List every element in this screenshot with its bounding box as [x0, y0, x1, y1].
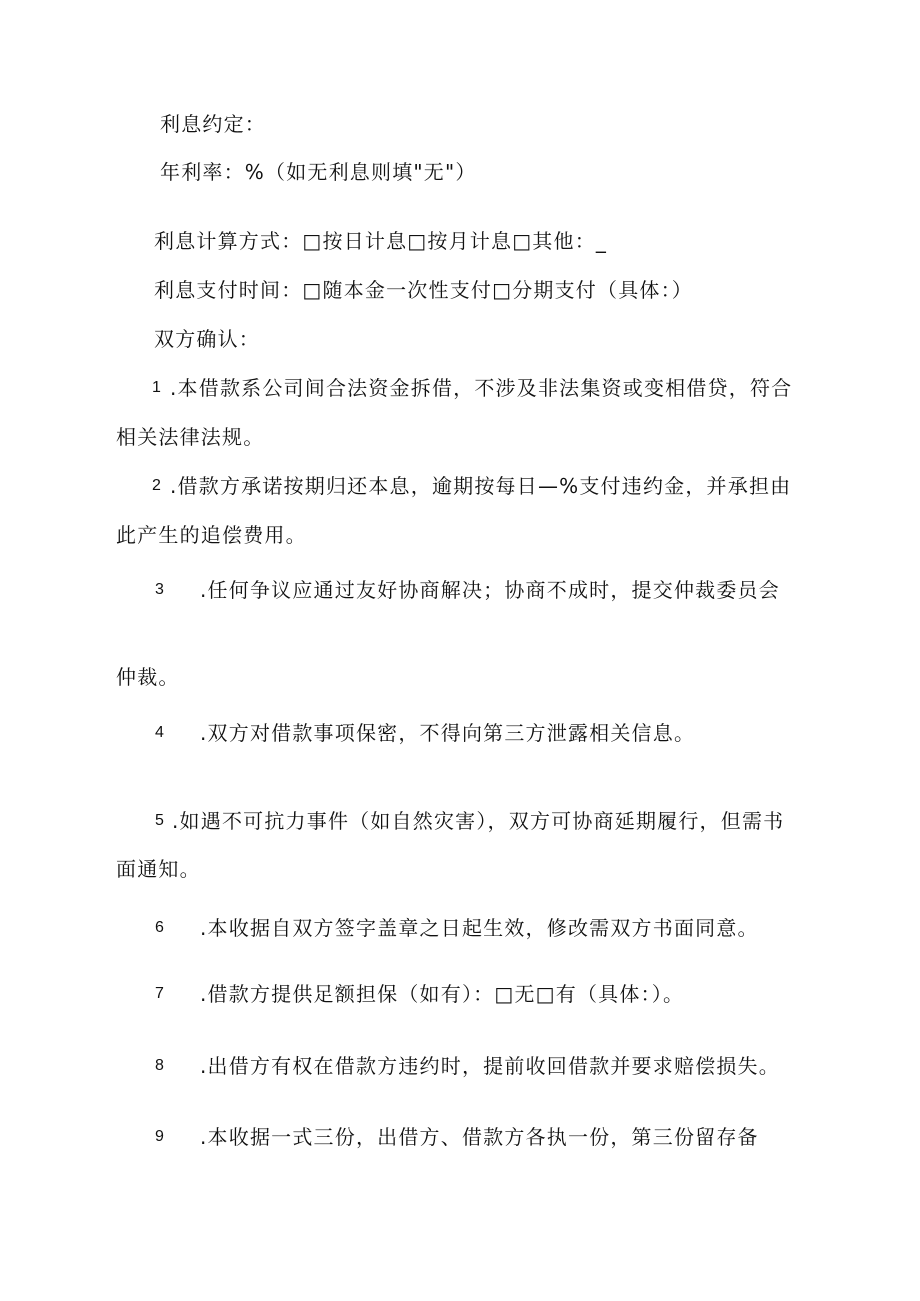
- item-text: .本借款系公司间合法资金拆借，不涉及非法集资或变相借贷，符合: [170, 376, 793, 400]
- item-number: 8: [155, 1057, 164, 1074]
- item-text-cont: 相关法律法规。: [116, 425, 265, 449]
- item-number: 9: [155, 1128, 164, 1145]
- item-text: .本收据自双方签字盖章之日起生效，修改需双方书面同意。: [200, 916, 759, 940]
- item-text: .双方对借款事项保密，不得向第三方泄露相关信息。: [200, 721, 696, 745]
- item-text-cont: 仲裁。: [116, 665, 180, 689]
- annual-rate-line: 年利率：%（如无利息则填"无"）: [160, 160, 477, 184]
- item-text: .如遇不可抗力事件（如自然灾害），双方可协商延期履行，但需书: [172, 809, 785, 833]
- item-number: 2: [152, 477, 161, 494]
- calc-method-line: 利息计算方式：□按日计息□按月计息□其他：_: [154, 229, 608, 253]
- item-number: 4: [155, 724, 164, 741]
- item-text: .出借方有权在借款方违约时，提前收回借款并要求赔偿损失。: [200, 1054, 780, 1078]
- item-text-cont: 面通知。: [116, 857, 201, 881]
- item-text: .借款方承诺按期归还本息，逾期按每日—%支付违约金，并承担由: [170, 474, 792, 498]
- item-text-cont: 此产生的追偿费用。: [116, 523, 307, 547]
- item-text: .本收据一式三份，出借方、借款方各执一份，第三份留存备: [200, 1125, 759, 1149]
- payment-time-line: 利息支付时间：□随本金一次性支付□分期支付（具体：）: [154, 278, 693, 302]
- interest-heading: 利息约定：: [160, 112, 266, 136]
- item-number: 3: [155, 581, 164, 598]
- item-number: 7: [155, 985, 164, 1002]
- item-number: 1: [152, 379, 161, 396]
- item-text: .任何争议应通过友好协商解决；协商不成时，提交仲裁委员会: [200, 578, 780, 602]
- item-text: .借款方提供足额担保（如有）：□无□有（具体：）。: [200, 982, 685, 1006]
- confirm-heading: 双方确认：: [154, 327, 260, 351]
- item-number: 6: [155, 919, 164, 936]
- item-number: 5: [155, 812, 164, 829]
